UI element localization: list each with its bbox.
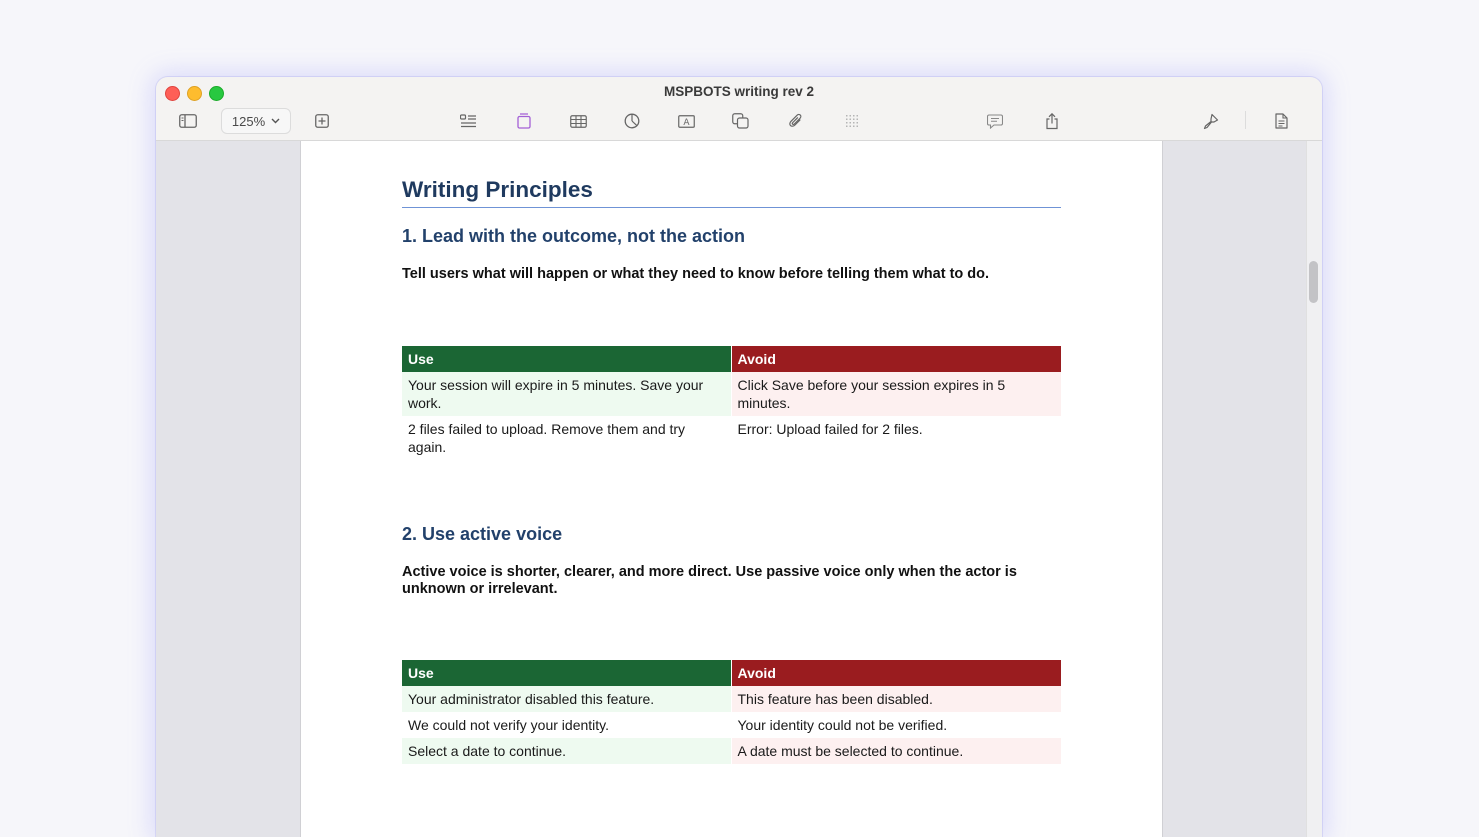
avoid-cell: Your identity could not be verified. xyxy=(731,712,1061,738)
insert-table-icon xyxy=(570,115,587,128)
insert-textbox-icon xyxy=(678,115,695,128)
comparison-table xyxy=(402,660,1061,764)
table-row xyxy=(402,416,1061,460)
section-title: 1. Lead with the outcome, not the action xyxy=(402,226,746,246)
insert-chart-button[interactable] xyxy=(622,110,642,132)
avoid-cell: A date must be selected to continue. xyxy=(731,738,1061,764)
document-page xyxy=(300,141,1163,837)
sidebar-toggle-button[interactable] xyxy=(178,110,198,132)
use-header: Use xyxy=(402,346,731,372)
grid-icon xyxy=(845,114,860,129)
section-lead: Tell users what will happen or what they need to know before telling them what to do. xyxy=(402,266,990,282)
titlebar xyxy=(156,77,1322,141)
use-cell: We could not verify your identity. xyxy=(408,717,610,733)
document-button[interactable] xyxy=(1271,110,1291,132)
format-icon xyxy=(1202,113,1219,130)
add-page-button[interactable] xyxy=(314,110,330,132)
avoid-cell: This feature has been disabled. xyxy=(731,686,1061,712)
avoid-header: Avoid xyxy=(731,660,1061,686)
zoom-value: 125% xyxy=(231,113,266,129)
use-cell: Your session will expire in 5 minutes. Save your work. xyxy=(402,372,731,416)
chevron-down-icon xyxy=(271,118,280,124)
insert-list-icon xyxy=(460,114,477,128)
section-title: 2. Use active voice xyxy=(402,524,563,544)
toolbar-divider xyxy=(1245,111,1246,129)
page-heading: Writing Principles xyxy=(402,177,1061,208)
format-button[interactable] xyxy=(1200,110,1220,132)
comment-button[interactable] xyxy=(985,110,1005,132)
avoid-header: Avoid xyxy=(731,346,1061,372)
grid-button[interactable] xyxy=(842,110,862,132)
insert-table-button[interactable] xyxy=(568,110,588,132)
insert-shape-icon xyxy=(517,113,531,129)
attach-icon xyxy=(789,113,803,129)
insert-media-button[interactable] xyxy=(730,110,750,132)
avoid-cell: Click Save before your session expires in 5 minutes. xyxy=(731,372,1061,416)
zoom-select[interactable] xyxy=(221,108,291,134)
use-header: Use xyxy=(402,660,731,686)
table-row xyxy=(402,738,1061,764)
attach-button[interactable] xyxy=(786,110,806,132)
window-title: MSPBOTS writing rev 2 xyxy=(663,84,815,99)
insert-chart-icon xyxy=(624,113,640,129)
share-icon xyxy=(1045,113,1059,130)
comment-icon xyxy=(987,114,1003,129)
document-canvas xyxy=(156,141,1322,837)
avoid-cell: Error: Upload failed for 2 files. xyxy=(731,416,1061,460)
document-icon xyxy=(1275,113,1288,129)
scrollbar-thumb[interactable] xyxy=(1309,261,1318,303)
vertical-scrollbar[interactable] xyxy=(1306,141,1322,837)
table-row xyxy=(402,372,1061,416)
use-cell: Your administrator disabled this feature. xyxy=(402,686,731,712)
comparison-table xyxy=(402,346,1061,460)
add-page-icon xyxy=(315,114,329,128)
insert-textbox-button[interactable] xyxy=(676,110,696,132)
section-lead: Active voice is shorter, clearer, and more direct. Use passive voice only when the actor is unknown or irrelevant. xyxy=(402,564,1017,597)
table-row xyxy=(402,686,1061,712)
table-row xyxy=(402,712,1061,738)
use-cell: Select a date to continue. xyxy=(402,738,731,764)
share-button[interactable] xyxy=(1042,110,1062,132)
insert-media-icon xyxy=(732,113,749,129)
insert-list-button[interactable] xyxy=(458,110,478,132)
app-window xyxy=(156,77,1322,837)
svg-text:A: A xyxy=(682,117,690,128)
sidebar-icon xyxy=(179,114,197,128)
use-cell: 2 files failed to upload. Remove them and try again. xyxy=(408,421,686,455)
insert-shape-button[interactable] xyxy=(514,110,534,132)
